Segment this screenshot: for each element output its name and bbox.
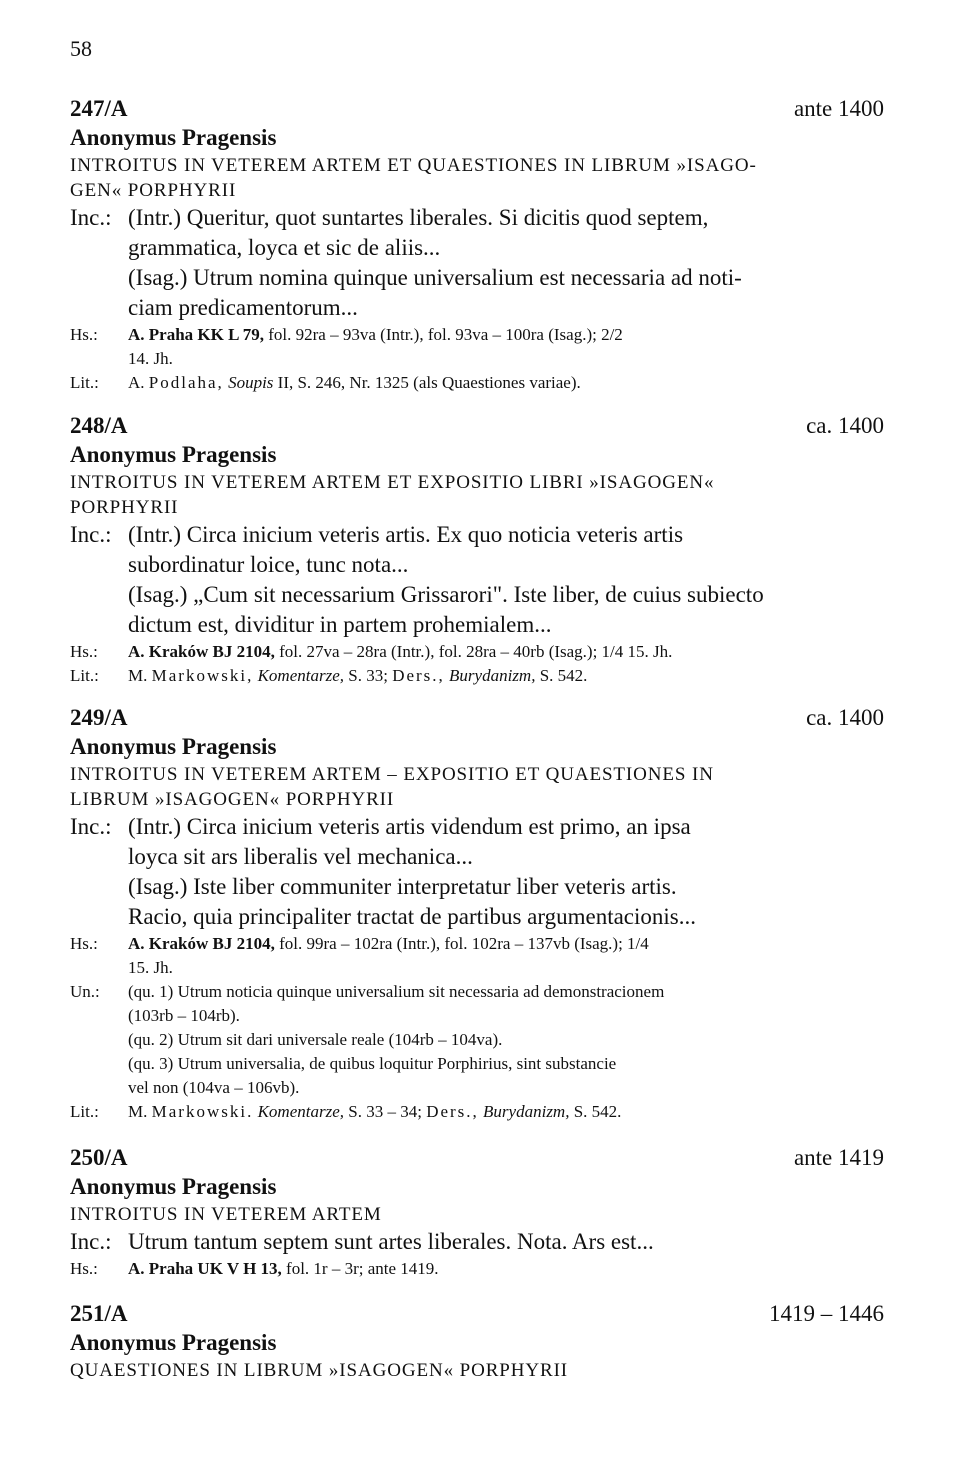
incipit: Inc.: (Intr.) Queritur, quot suntartes liberales. Si dicitis quod septem, grammatica, loyca et sic de aliis... (Isag.) Utrum nomina quinque universalium est necessaria ad noti- ciam predicamentorum... — [70, 205, 742, 320]
entry-title: INTROITUS IN VETEREM ARTEM ET QUAESTIONES IN LIBRUM »ISAGO- GEN« PORPHYRII — [70, 155, 757, 201]
entry-title: INTROITUS IN VETEREM ARTEM ET EXPOSITIO LIBRI »ISAGOGEN« PORPHYRII — [70, 472, 715, 518]
entry-date: ca. 1400 — [806, 413, 884, 438]
entry-251 — [70, 1301, 884, 1383]
literature: Lit.: A. Podlaha, Soupis II, S. 246, Nr. 1325 (als Quaestiones variae). — [70, 373, 581, 392]
literature: Lit.: M. Markowski, Komentarze, S. 33; Ders., Burydanizm, S. 542. — [70, 666, 588, 685]
entry-date: ante 1419 — [793, 1145, 884, 1170]
entry-author: Anonymus Pragensis — [70, 1174, 277, 1199]
entry-date: 1419 – 1446 — [769, 1301, 884, 1326]
entry-title: INTROITUS IN VETEREM ARTEM — [70, 1204, 382, 1225]
entry-title: INTROITUS IN VETEREM ARTEM – EXPOSITIO ET QUAESTIONES IN LIBRUM »ISAGOGEN« PORPHYRII — [70, 764, 714, 810]
entry-247 — [70, 96, 884, 395]
entry-author: Anonymus Pragensis — [70, 1330, 277, 1355]
entry-249 — [70, 705, 884, 1124]
manuscript: Hs.: A. Praha KK L 79, fol. 92ra – 93va (Intr.), fol. 93va – 100ra (Isag.); 2/2 14. Jh. — [70, 325, 623, 368]
entry-author: Anonymus Pragensis — [70, 442, 277, 467]
entry-date: ante 1400 — [793, 96, 884, 121]
incipit: Inc.: Utrum tantum septem sunt artes liberales. Nota. Ars est... — [70, 1229, 654, 1254]
entry-number: 251/A — [70, 1301, 128, 1326]
manuscript: Hs.: A. Praha UK V H 13, fol. 1r – 3r; ante 1419. — [70, 1259, 439, 1278]
untersuchung: Un.: (qu. 1) Utrum noticia quinque universalium sit necessaria ad demonstracionem (103rb – 104rb). (qu. 2) Utrum sit dari universale reale (104rb – 104va). (qu. 3) Utrum universalia, de quibus loquitur Porphirius, sint substancie vel non (104va – 106vb). — [70, 982, 665, 1097]
entry-number: 250/A — [70, 1145, 128, 1170]
entry-number: 249/A — [70, 705, 128, 730]
entry-number: 248/A — [70, 413, 128, 438]
page-number: 58 — [70, 36, 92, 61]
entry-author: Anonymus Pragensis — [70, 125, 277, 150]
entry-250 — [70, 1145, 884, 1281]
manuscript: Hs.: A. Kraków BJ 2104, fol. 99ra – 102ra (Intr.), fol. 102ra – 137vb (Isag.); 1/4 15. Jh. — [70, 934, 649, 977]
entry-date: ca. 1400 — [806, 705, 884, 730]
entry-248 — [70, 413, 884, 688]
entry-title: QUAESTIONES IN LIBRUM »ISAGOGEN« PORPHYRII — [70, 1360, 569, 1381]
literature: Lit.: M. Markowski. Komentarze, S. 33 – 34; Ders., Burydanizm, S. 542. — [70, 1102, 622, 1121]
incipit: Inc.: (Intr.) Circa inicium veteris artis. Ex quo noticia veteris artis subordinatur loice, tunc nota... (Isag.) „Cum sit necessarium Grissarori". Iste liber, de cuius subiecto dictum est, dividitur in partem prohemialem... — [70, 522, 764, 637]
incipit: Inc.: (Intr.) Circa inicium veteris artis videndum est primo, an ipsa loyca sit ars liberalis vel mechanica... (Isag.) Iste liber communiter interpretatur liber veteris artis. Racio, quia principaliter tractat de partibus argumentacionis... — [70, 814, 696, 929]
entry-author: Anonymus Pragensis — [70, 734, 277, 759]
entry-number: 247/A — [70, 96, 128, 121]
manuscript: Hs.: A. Kraków BJ 2104, fol. 27va – 28ra (Intr.), fol. 28ra – 40rb (Isag.); 1/4 15. Jh. — [70, 642, 673, 661]
